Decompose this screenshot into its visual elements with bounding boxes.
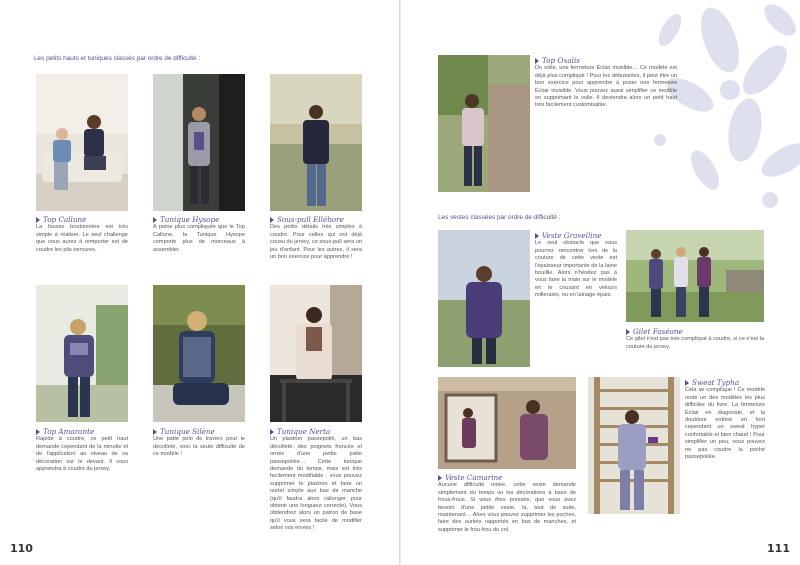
item-gilet-faseone bbox=[626, 328, 764, 351]
item-title: Sous-pull Ellébore bbox=[270, 216, 362, 223]
arrow-icon bbox=[270, 217, 274, 223]
item-text: Le seul obstacle que vous pourrez rencontrer lors de la couture de cette veste est l'épaisseur importante de la laine bouillie. Alors n'hésitez pas à vous faire la main sur le modèle en le cousant en velours milleraies, ou en lainage épais. bbox=[535, 240, 617, 299]
left-page bbox=[0, 0, 399, 565]
item-text: La fausse boutonnière est très simple à réaliser. Le seul challenge que vous aurez à remporter est de coudre les plis nervures. bbox=[36, 224, 128, 253]
item-text: Des petits détails très simples à coudre. Pour celles qui ont déjà cousu du jersey, ce sous-pull sera un jeu d'enfant. Pour les autres, il sera un bon exercice pour apprendre ! bbox=[270, 224, 362, 261]
item-text: Ce gilet n'est pas très compliqué à coudre, si ce n'est la couture du jersey. bbox=[626, 336, 764, 350]
arrow-icon bbox=[685, 380, 689, 386]
photo-top-amarante bbox=[36, 285, 128, 422]
item-text: Un plastron passepoilé, un bas décolleté, des poignets froncés et ornés d'une petite patte passepoilée… Cette tunique demande du temps, mais est très facilement modifiable : vous pouvez supprimer le plastron et faire un ourlet simple aux bas de manche (qu'il faudra alors rallonger pour obtenir une longueur correcte). Vous obtiendrez alors un patron de base qu'il vous sera facile de modifier selon vos envies ! bbox=[270, 436, 362, 532]
arrow-icon bbox=[153, 429, 157, 435]
photo-veste-camarine bbox=[438, 377, 576, 469]
item-title: Top Callune bbox=[36, 216, 128, 223]
arrow-icon bbox=[438, 475, 442, 481]
item-tunique-nerta bbox=[270, 428, 362, 533]
page-number: 110 bbox=[10, 542, 33, 555]
photo-tunique-hysope bbox=[153, 74, 245, 211]
photo-tunique-silene bbox=[153, 285, 245, 422]
right-page bbox=[401, 0, 800, 565]
page-number: 111 bbox=[767, 542, 790, 555]
item-text: Une patte polo de travers pour le décolleté, voici la seule difficulté de ce modèle ! bbox=[153, 436, 245, 458]
item-title: Top Oxalis bbox=[535, 57, 677, 64]
item-top-oxalis bbox=[535, 57, 677, 110]
photo-top-callune bbox=[36, 74, 128, 211]
photo-veste-gravelline bbox=[438, 230, 530, 367]
arrow-icon bbox=[270, 429, 274, 435]
section-heading-vestes: Les vestes classées par ordre de difficulté : bbox=[438, 214, 561, 221]
photo-sous-pull-ellebore bbox=[270, 74, 362, 211]
item-title: Veste Gravelline bbox=[535, 232, 617, 239]
item-title: Sweat Typha bbox=[685, 379, 765, 386]
arrow-icon bbox=[626, 329, 630, 335]
item-text: Rapide à coudre, ce petit haut demande cependant de la minutie et de l'application au niveau de sa décoration sur le devant. Il vous apprendra à coudre du jersey. bbox=[36, 436, 128, 473]
photo-tunique-nerta bbox=[270, 285, 362, 422]
item-title: Gilet Faséone bbox=[626, 328, 764, 335]
item-sous-pull-ellebore bbox=[270, 216, 362, 261]
item-text: À peine plus compliquée que le Top Callune, la Tunique Hysope comporte plus de morceaux à assembler. bbox=[153, 224, 245, 253]
arrow-icon bbox=[36, 217, 40, 223]
photo-sweat-typha bbox=[588, 377, 680, 514]
photo-gilet-faseone bbox=[626, 230, 764, 322]
item-title: Tunique Hysope bbox=[153, 216, 245, 223]
item-title: Top Amarante bbox=[36, 428, 128, 435]
item-tunique-silene bbox=[153, 428, 245, 459]
item-text: Aucune difficulté notée, cette veste demande simplement du temps vu les décorations à base de frous-frous. Si vous êtes pressée, que vous avez besoin d'une petite veste, la, tout de suite, maintenant… Alors vous pouvez supprimer les poches, faire des ourlets rapportés en bas de manches, et supprimer le frou-frou du col. bbox=[438, 482, 576, 533]
item-title: Tunique Silène bbox=[153, 428, 245, 435]
item-top-callune bbox=[36, 216, 128, 254]
photo-top-oxalis bbox=[438, 55, 530, 192]
item-text: Du voile, une fermeture Éclair invisible… Ce modèle est déjà plus compliqué ! Pour les débutantes, il peut être un bon exercice pour apprendre à poser une fermeture Éclair invisible. Vous pouvez aussi simplifier ce modèle en supprimant le voile. Il deviendra alors un petit haut très facilement customisable. bbox=[535, 65, 677, 109]
item-tunique-hysope bbox=[153, 216, 245, 254]
arrow-icon bbox=[36, 429, 40, 435]
item-veste-gravelline bbox=[535, 232, 617, 300]
item-title: Tunique Nerta bbox=[270, 428, 362, 435]
arrow-icon bbox=[153, 217, 157, 223]
arrow-icon bbox=[535, 233, 539, 239]
item-sweat-typha bbox=[685, 379, 765, 461]
section-heading-tops: Les petits hauts et tuniques classés par ordre de difficulté : bbox=[34, 55, 201, 62]
item-title: Veste Camarine bbox=[438, 474, 576, 481]
item-top-amarante bbox=[36, 428, 128, 473]
item-veste-camarine bbox=[438, 474, 576, 534]
arrow-icon bbox=[535, 58, 539, 64]
item-text: Cela se complique ! Ce modèle reste un des modèles les plus difficiles du livre. La fermeture Éclair en diagonale, et la doublure entière en font cependant un sweat hyper confortable et bien chaud ! Pour simplifier un peu, vous pouvez ne pas coudre la poche passepoilée. bbox=[685, 387, 765, 461]
